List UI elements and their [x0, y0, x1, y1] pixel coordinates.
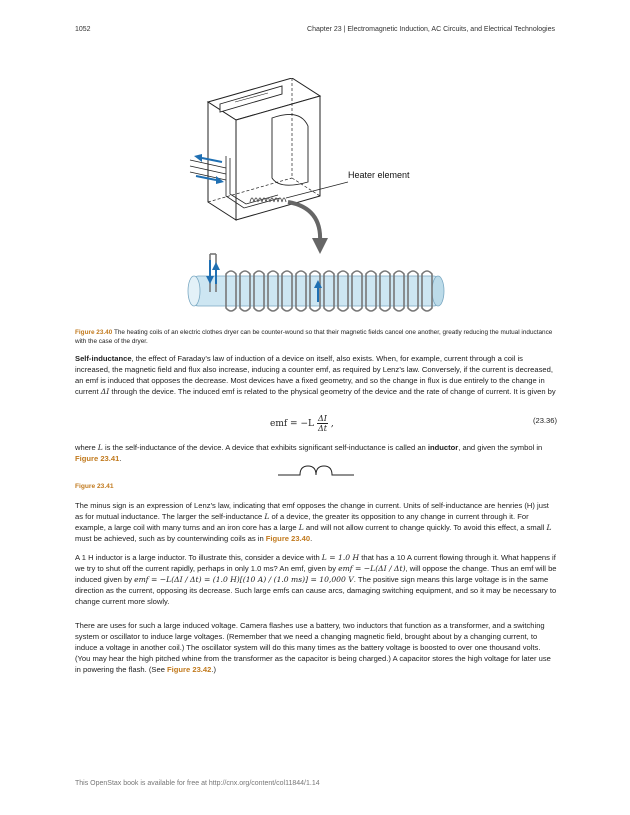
math-l-1: L — [264, 512, 270, 521]
p3-text-e: . — [310, 534, 313, 543]
paragraph-self-inductance — [75, 353, 557, 397]
math-emf-calculation: emf = −L(ΔI / Δt) = (1.0 H)[(10 A) / (1.0 ms)] = 10,000 V — [134, 575, 354, 584]
dryer-illustration — [160, 78, 460, 326]
p4-text-d: . The positive sign means this large voltage is in the same direction as the current, opposing its decrease. Such large emfs can cause arcs, damaging switching equipment, and so it may be necessary to change current more slowly. — [75, 575, 557, 606]
p2-text-b: is the self-inductance of the device. A device that exhibits significant self-inductance is called an — [102, 443, 428, 452]
math-l-value: L = 1.0 H — [321, 553, 360, 562]
p4-text-a: A 1 H inductor is a large inductor. To illustrate this, consider a device with — [75, 553, 322, 562]
p3-text-d: must be achieved, such as by counterwinding coils as in — [75, 534, 266, 543]
p3-text-a: The minus sign is an expression of Lenz’s law, indicating that emf opposes the change in current. Units of self-inductance are henries (H) just as for mutual inductance. The larger the self-inductance — [75, 501, 549, 521]
p2-text-c: , and given the symbol in — [458, 443, 543, 452]
p1-text-b: through the device. The induced emf is related to the physical geometry of the device and the rate of change of current. It is given by — [109, 387, 556, 396]
p3-text-b: of a device, the greater its opposition to any change in current through it. For example, a large coil with many turns and an iron core has a large — [75, 512, 529, 532]
paragraph-minus-sign — [75, 500, 557, 544]
caption-label: Figure 23.40 — [75, 329, 113, 336]
paragraph-inductor — [75, 442, 557, 464]
p5-text-b: .) — [211, 665, 216, 674]
p2-text-a: where — [75, 443, 98, 452]
term-self-inductance: Self-inductance — [75, 354, 132, 363]
math-l: L — [97, 443, 103, 452]
link-figure-23-40[interactable]: Figure 23.40 — [265, 534, 311, 543]
equation-number: (23.36) — [532, 416, 557, 425]
math-delta-i: ΔI — [100, 387, 110, 396]
p1-text-a: , the effect of Faraday’s law of induction of a device on itself, also exists. When, for example, current through a coil is increased, the magnetic field and flux also increase, inducing a counter emf, as required by Lenz’s law. Conversely, if the current is decreased, an emf is induced that opposes the decrease. Most devices have a fixed geometry, and so the change in flux is due entirely to the change in current — [75, 354, 553, 396]
equation-lhs: emf = −L — [270, 418, 314, 429]
magnify-arrow — [288, 202, 320, 242]
link-figure-23-42[interactable]: Figure 23.42 — [167, 665, 212, 674]
equation-numerator: ΔI — [317, 414, 327, 423]
caption-text: The heating coils of an electric clothes dryer can be counter-wound so that their magnetic fields cancel one another, greatly reducing the mutual inductance with the case of the dryer. — [75, 329, 553, 345]
inductor-symbol — [276, 463, 356, 479]
math-l-3: L — [546, 523, 552, 532]
p2-text-d: . — [119, 454, 122, 463]
term-inductor: inductor — [427, 443, 459, 452]
paragraph-1h-inductor — [75, 552, 557, 607]
p5-text-a: There are uses for such a large induced voltage. Camera flashes use a battery, two inductors that function as a transformer, and a switching system or oscillator to induce large voltages. (Remember that we need a changing magnetic field, brought about by a changing current, to induce a voltage in another coil.) The oscillator system will do this many times as the battery voltage is boosted to over one thousand volts. (You may hear the high pitched whine from the transformer as the capacitor is being charged.) A capacitor stores the high voltage for later use in powering the flash. (See — [75, 621, 551, 674]
page-number: 1052 — [75, 26, 91, 33]
heater-element-label: Heater element — [348, 170, 410, 180]
math-l-2: L — [298, 523, 304, 532]
footer-note: This OpenStax book is available for free at http://cnx.org/content/col11844/1.14 — [75, 780, 320, 787]
equation-body — [270, 414, 334, 433]
equation-23-36 — [75, 412, 557, 438]
math-emf-formula: emf = −L(ΔI / Δt) — [338, 564, 406, 573]
p4-text-b: that has a 10 A current flowing through it. What happens if we try to shut off the current rapidly, perhaps in only 1.0 ms? An emf, given by — [75, 553, 556, 573]
equation-tail: , — [330, 418, 334, 429]
equation-fraction — [317, 414, 328, 433]
figure-23-40-caption — [75, 329, 557, 346]
p4-text-c: , will oppose the change. Thus an emf will be induced given by — [75, 564, 557, 584]
paragraph-camera-flash — [75, 620, 557, 675]
figure-23-41-label: Figure 23.41 — [75, 483, 114, 490]
inductor-symbol-svg — [276, 463, 356, 479]
chapter-title: Chapter 23 | Electromagnetic Induction, AC Circuits, and Electrical Technologies — [307, 26, 555, 33]
figure-dryer-coils — [160, 78, 460, 326]
link-figure-23-41[interactable]: Figure 23.41 — [75, 454, 120, 463]
p3-text-c: and will not allow current to change quickly. To avoid this effect, a small — [303, 523, 547, 532]
equation-denominator: Δt — [317, 424, 327, 433]
